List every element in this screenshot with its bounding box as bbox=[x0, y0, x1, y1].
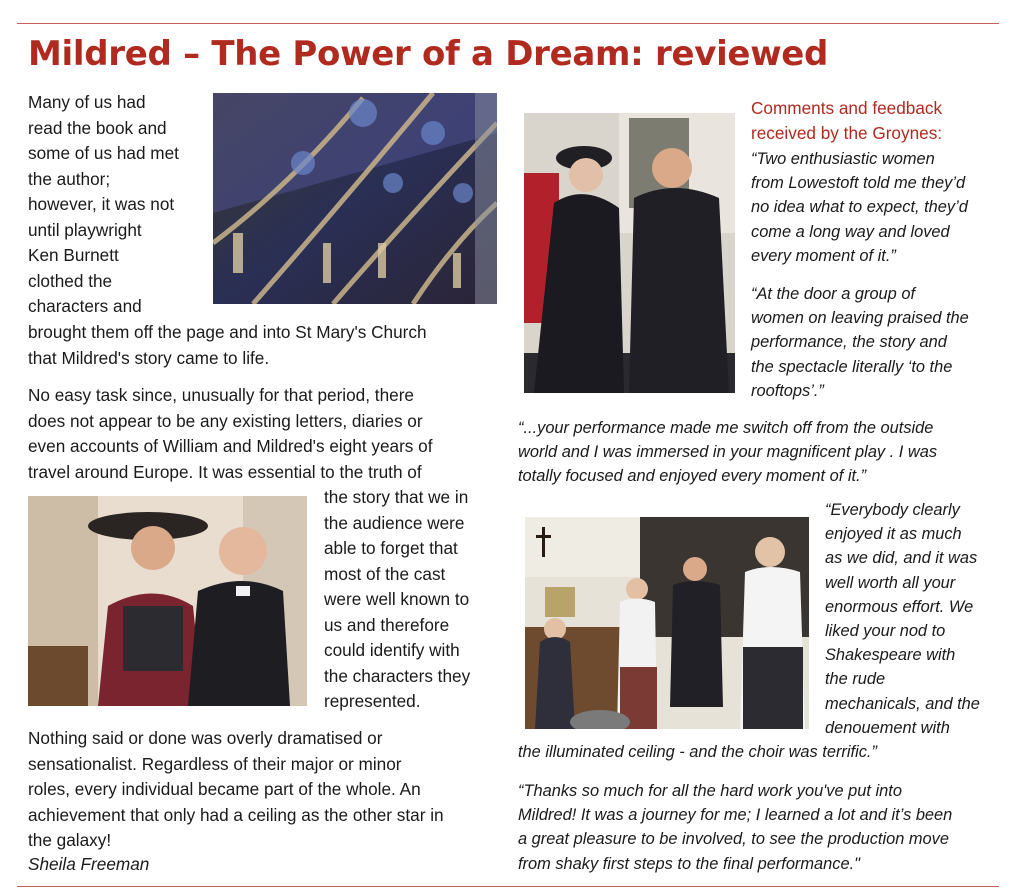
article-title: Mildred – The Power of a Dream: reviewed bbox=[28, 34, 829, 74]
bottom-rule bbox=[17, 886, 999, 887]
paragraph-1-wrap: Many of us had read the book and some of us had met the author; however, it was not until playwright Ken Burnett clothed the characters and bbox=[28, 92, 179, 316]
quote-immersed: “...your performance made me switch off from the outside world and I was immersed in your magnificent play . I was totally focused and enjoyed every moment of it.” bbox=[518, 419, 938, 486]
cast-onstage-photo bbox=[525, 517, 809, 729]
paragraph-1-full: brought them off the page and into St Mary's Church that Mildred's story came to life. bbox=[28, 322, 427, 368]
paragraph-2-full: No easy task since, unusually for that period, there does not appear to be any existing letters, diaries or even accounts of William and Mildred's eight years of travel around Europe. It was essential to the truth of bbox=[28, 385, 433, 482]
quote-door-group: “At the door a group of women on leaving praised the performance, the story and the spectacle literally ‘to the rooftops’.” bbox=[751, 285, 969, 400]
quote-thanks: “Thanks so much for all the hard work you've put into Mildred! It was a journey for me; I learned a lot and it’s been a great pleasure to be involved, to see the production move from shaky first steps to the final performance." bbox=[518, 782, 953, 873]
quote-everybody-wrap: “Everybody clearly enjoyed it as much as we did, and it was well worth all your enormous effort. We liked your nod to Shakespeare with the rude mechanicals, and the denouement with bbox=[825, 501, 980, 737]
quote-everybody-full: the illuminated ceiling - and the choir was terrific.” bbox=[518, 743, 877, 761]
top-rule bbox=[17, 23, 999, 24]
actors-photo-couple bbox=[524, 113, 735, 393]
paragraph-2-wrap: the story that we in the audience were able to forget that most of the cast were well known to us and therefore could identify with the characters they represented. bbox=[324, 487, 471, 711]
feedback-heading: Comments and feedback received by the Groynes: bbox=[751, 98, 943, 143]
author-signature: Sheila Freeman bbox=[28, 854, 150, 874]
paragraph-3: Nothing said or done was overly dramatised or sensationalist. Regardless of their major or minor roles, every individual became part of the whole. An achievement that only had a ceiling as the other star in the galaxy! bbox=[28, 728, 444, 850]
ceiling-photo bbox=[213, 93, 497, 304]
quote-lowestoft: “Two enthusiastic women from Lowestoft told me they’d no idea what to expect, they’d come a long way and loved every moment of it.” bbox=[751, 150, 968, 265]
actors-photo-woman-and-clergyman bbox=[28, 496, 307, 706]
